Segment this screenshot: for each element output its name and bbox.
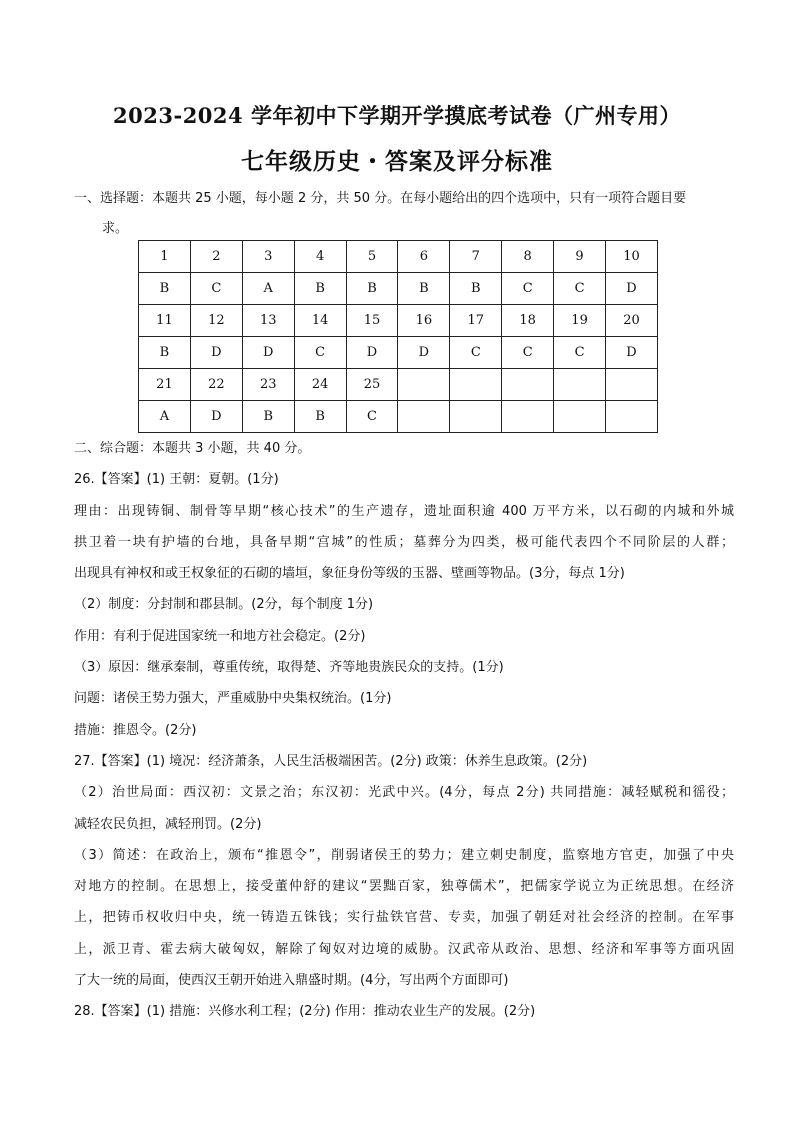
q28-answer-line: 28.【答案】(1) 措施：兴修水利工程；(2分) 作用：推动农业生产的发展。(2分) (74, 1004, 536, 1020)
q26-part3-line: 问题：诸侯王势力强大，严重威胁中央集权统治。(1分) (74, 691, 392, 707)
section-1-heading-line1: 一、选择题：本题共 25 小题，每小题 2 分，共 50 分。在每小题给出的四个选项中，只有一项符合题目要 (74, 191, 687, 206)
answer-cell (502, 401, 554, 433)
section-1-instructions (74, 184, 734, 244)
answer-cell: C (502, 273, 554, 305)
answer-cell: A (139, 401, 191, 433)
question-number-cell (450, 369, 502, 401)
answer-cell: D (606, 337, 658, 369)
question-number-cell: 13 (242, 305, 294, 337)
question-number-cell: 21 (139, 369, 191, 401)
question-number-cell: 23 (242, 369, 294, 401)
answer-cell (554, 401, 606, 433)
question-number-cell: 7 (450, 241, 502, 273)
question-number-cell: 22 (190, 369, 242, 401)
q27-part3-line: 对地方的控制。在思想上，接受董仲舒的建议“罢黜百家，独尊儒术”，把儒家学说立为正统思想。在经济 (74, 879, 734, 895)
answer-cell: D (190, 401, 242, 433)
question-number-cell (554, 369, 606, 401)
answer-cell: B (139, 273, 191, 305)
question-number-cell: 19 (554, 305, 606, 337)
section-2 (74, 433, 734, 1028)
q26-part3-line: 措施：推恩令。(2分) (74, 722, 197, 738)
answer-cell: B (294, 401, 346, 433)
answer-table-row (139, 305, 658, 337)
q27-part2-line: （2）治世局面：西汉初：文景之治；东汉初：光武中兴。(4分，每点 2分) 共同措施：减轻赋税和徭役； (74, 785, 734, 801)
question-number-cell (398, 369, 450, 401)
question-number-cell: 10 (606, 241, 658, 273)
answer-cell: B (450, 273, 502, 305)
answer-cell (450, 401, 502, 433)
answer-cell: C (190, 273, 242, 305)
q26-reason-line: 理由：出现铸铜、制骨等早期“核心技术”的生产遗存，遗址面积逾 400 万平方米，以石砌的内城和外城 (74, 503, 734, 519)
answer-cell: D (398, 337, 450, 369)
answer-cell: C (554, 337, 606, 369)
answer-cell: D (346, 337, 398, 369)
question-number-cell: 4 (294, 241, 346, 273)
question-number-cell: 2 (190, 241, 242, 273)
answer-cell: D (190, 337, 242, 369)
answer-cell: B (346, 273, 398, 305)
answer-table-row (139, 369, 658, 401)
question-number-cell: 5 (346, 241, 398, 273)
answer-cell (606, 401, 658, 433)
answer-cell: D (606, 273, 658, 305)
answer-table (138, 240, 658, 433)
section-2-heading: 二、综合题：本题共 3 小题，共 40 分。 (74, 441, 311, 456)
section-1-heading-line2: 求。 (102, 221, 129, 236)
answer-cell: C (294, 337, 346, 369)
answer-cell: C (450, 337, 502, 369)
answer-cell: A (242, 273, 294, 305)
q26-reason-line: 出现具有神权和或王权象征的石砌的墙垣，象征身份等级的玉器、壁画等物品。(3分，每点 1分) (74, 566, 625, 582)
answer-cell (398, 401, 450, 433)
page-subtitle: 七年级历史・答案及评分标准 (241, 148, 553, 175)
question-number-cell: 1 (139, 241, 191, 273)
question-number-cell: 12 (190, 305, 242, 337)
answer-cell: D (242, 337, 294, 369)
question-number-cell: 11 (139, 305, 191, 337)
q27-answer-line: 27.【答案】(1) 境况：经济萧条，人民生活极端困苦。(2分) 政策：休养生息政策。(2分) (74, 753, 588, 769)
question-number-cell: 14 (294, 305, 346, 337)
answer-cell: C (554, 273, 606, 305)
q27-part2-line: 减轻农民负担，减轻刑罚。(2分) (74, 816, 262, 832)
answer-cell: B (398, 273, 450, 305)
q27-part3-line: （3）简述：在政治上，颁布“推恩令”，削弱诸侯王的势力；建立刺史制度，监察地方官吏，加强了中央 (74, 847, 734, 863)
page-title: 2023-2024 学年初中下学期开学摸底考试卷（广州专用） (113, 103, 681, 128)
q26-reason-line: 拱卫着一块有护墙的台地，具备早期“宫城”的性质；墓葬分为四类，极可能代表四个不同阶层的人群； (74, 534, 734, 550)
q27-part3-line: 上，派卫青、霍去病大破匈奴，解除了匈奴对边境的威胁。汉武帝从政治、思想、经济和军事等方面巩固 (74, 941, 734, 957)
q26-part2-line: （2）制度：分封制和郡县制。(2分，每个制度 1分) (74, 597, 374, 613)
q26-part3-line: （3）原因：继承秦制，尊重传统，取得楚、齐等地贵族民众的支持。(1分) (74, 660, 504, 676)
question-number-cell (502, 369, 554, 401)
q26-part2-line: 作用：有利于促进国家统一和地方社会稳定。(2分) (74, 628, 366, 644)
answer-table-row (139, 273, 658, 305)
answer-cell: C (502, 337, 554, 369)
question-number-cell: 6 (398, 241, 450, 273)
answer-table-row (139, 401, 658, 433)
question-number-cell: 24 (294, 369, 346, 401)
question-number-cell: 3 (242, 241, 294, 273)
answer-table-row (139, 337, 658, 369)
question-number-cell: 9 (554, 241, 606, 273)
question-number-cell: 16 (398, 305, 450, 337)
question-number-cell: 8 (502, 241, 554, 273)
answer-cell: B (139, 337, 191, 369)
answer-cell: B (294, 273, 346, 305)
question-number-cell: 15 (346, 305, 398, 337)
question-number-cell: 25 (346, 369, 398, 401)
question-number-cell: 18 (502, 305, 554, 337)
q27-part3-line: 上，把铸币权收归中央，统一铸造五铢钱；实行盐铁官营、专卖，加强了朝廷对社会经济的控制。在军事 (74, 910, 734, 926)
answer-cell: C (346, 401, 398, 433)
question-number-cell: 20 (606, 305, 658, 337)
answer-table-row (139, 241, 658, 273)
question-number-cell: 17 (450, 305, 502, 337)
q27-part3-line: 了大一统的局面，使西汉王朝开始进入鼎盛时期。(4分，写出两个方面即可) (74, 973, 509, 989)
question-number-cell (606, 369, 658, 401)
answer-cell: B (242, 401, 294, 433)
q26-answer-line: 26.【答案】(1) 王朝：夏朝。(1分) (74, 472, 279, 488)
